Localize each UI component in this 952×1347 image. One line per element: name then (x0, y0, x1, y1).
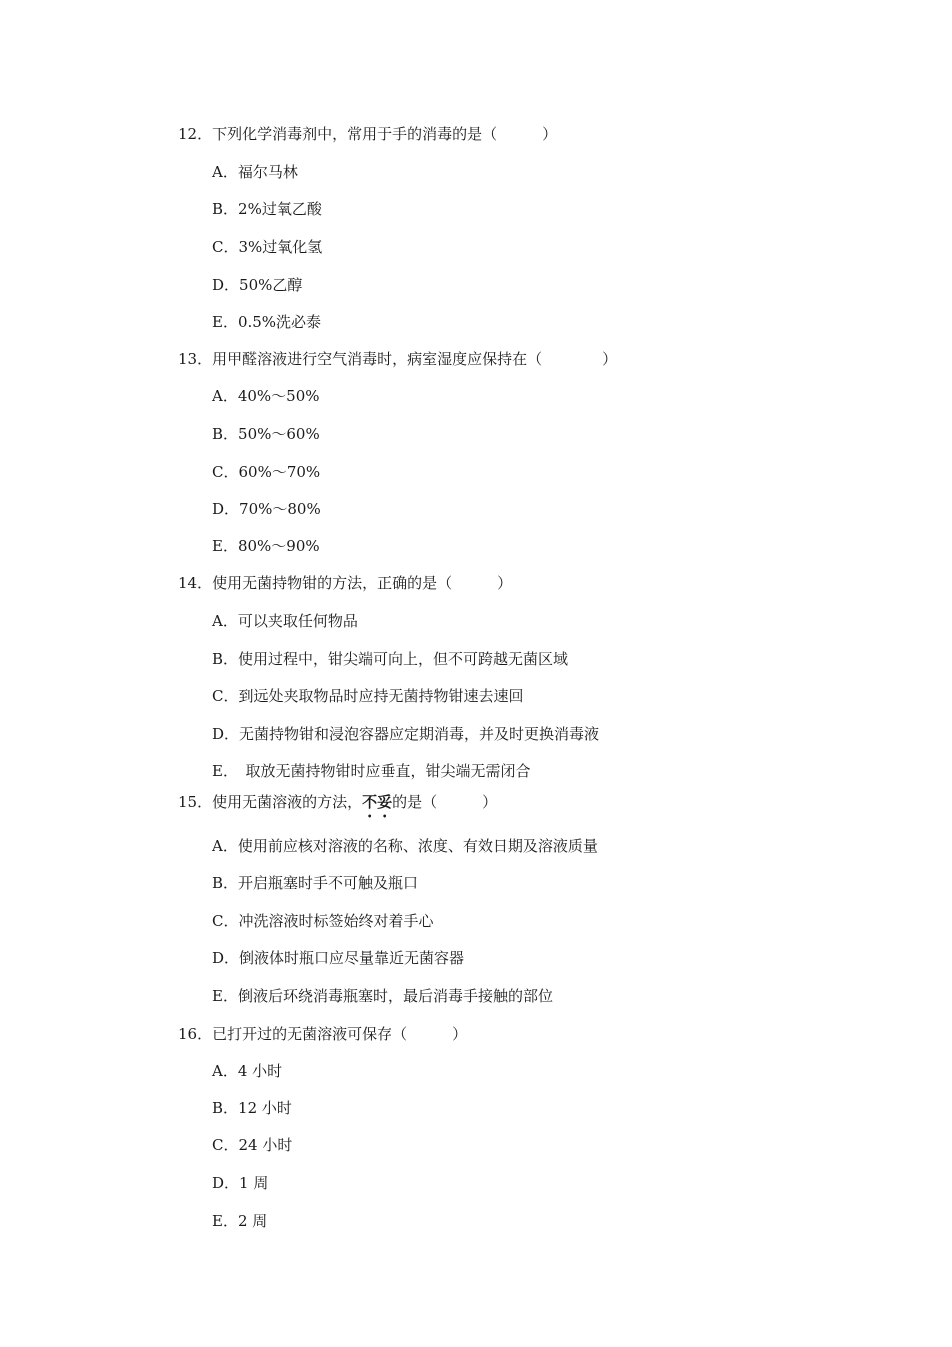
question-12-option-b: B．2%过氧乙酸 (212, 200, 322, 218)
question-12-stem: 12．下列化学消毒剂中，常用于手的消毒的是（ ） (178, 125, 558, 143)
question-16-option-a: A．4 小时 (212, 1062, 283, 1080)
question-15-stem (178, 792, 497, 821)
question-15-option-d: D．倒液体时瓶口应尽量靠近无菌容器 (212, 949, 465, 967)
question-12-option-e: E．0.5%洗必泰 (212, 313, 322, 331)
question-15-emphasis-word: 不妥 (362, 793, 393, 811)
question-12-option-d: D．50%乙醇 (212, 276, 303, 294)
question-13-option-c: C．60%～70% (212, 463, 321, 481)
question-15-option-c: C．冲洗溶液时标签始终对着手心 (212, 912, 434, 930)
question-14-option-a: A．可以夹取任何物品 (212, 612, 358, 630)
question-14-option-c: C．到远处夹取物品时应持无菌持物钳速去速回 (212, 687, 524, 705)
question-16-stem: 16．已打开过的无菌溶液可保存（ ） (178, 1025, 468, 1043)
question-14-option-d: D．无菌持物钳和浸泡容器应定期消毒，并及时更换消毒液 (212, 725, 600, 743)
question-13-stem: 13．用甲醛溶液进行空气消毒时，病室湿度应保持在（ ） (178, 350, 618, 368)
question-16-option-e: E．2 周 (212, 1212, 268, 1230)
question-13-option-a: A．40%～50% (212, 387, 320, 405)
question-15-option-a: A．使用前应核对溶液的名称、浓度、有效日期及溶液质量 (212, 837, 598, 855)
question-14-stem: 14．使用无菌持物钳的方法，正确的是（ ） (178, 574, 513, 592)
question-15-option-e: E．倒液后环绕消毒瓶塞时，最后消毒手接触的部位 (212, 987, 553, 1005)
question-16-option-c: C．24 小时 (212, 1136, 293, 1154)
question-12-option-a: A．福尔马林 (212, 163, 298, 181)
question-12-option-c: C．3%过氧化氢 (212, 238, 323, 256)
question-15-option-b: B．开启瓶塞时手不可触及瓶口 (212, 874, 419, 892)
question-13-option-b: B．50%～60% (212, 425, 320, 443)
question-15-stem-start: 15．使用无菌溶液的方法， (178, 793, 363, 811)
question-13-option-e: E．80%～90% (212, 537, 320, 555)
question-13-option-d: D．70%～80% (212, 500, 321, 518)
question-16-option-d: D．1 周 (212, 1174, 269, 1192)
question-15-stem-end: 的是（ ） (392, 793, 498, 811)
question-14-option-b: B．使用过程中，钳尖端可向上，但不可跨越无菌区域 (212, 650, 569, 668)
question-14-option-e: E． 取放无菌持物钳时应垂直，钳尖端无需闭合 (212, 762, 531, 780)
question-16-option-b: B．12 小时 (212, 1099, 292, 1117)
